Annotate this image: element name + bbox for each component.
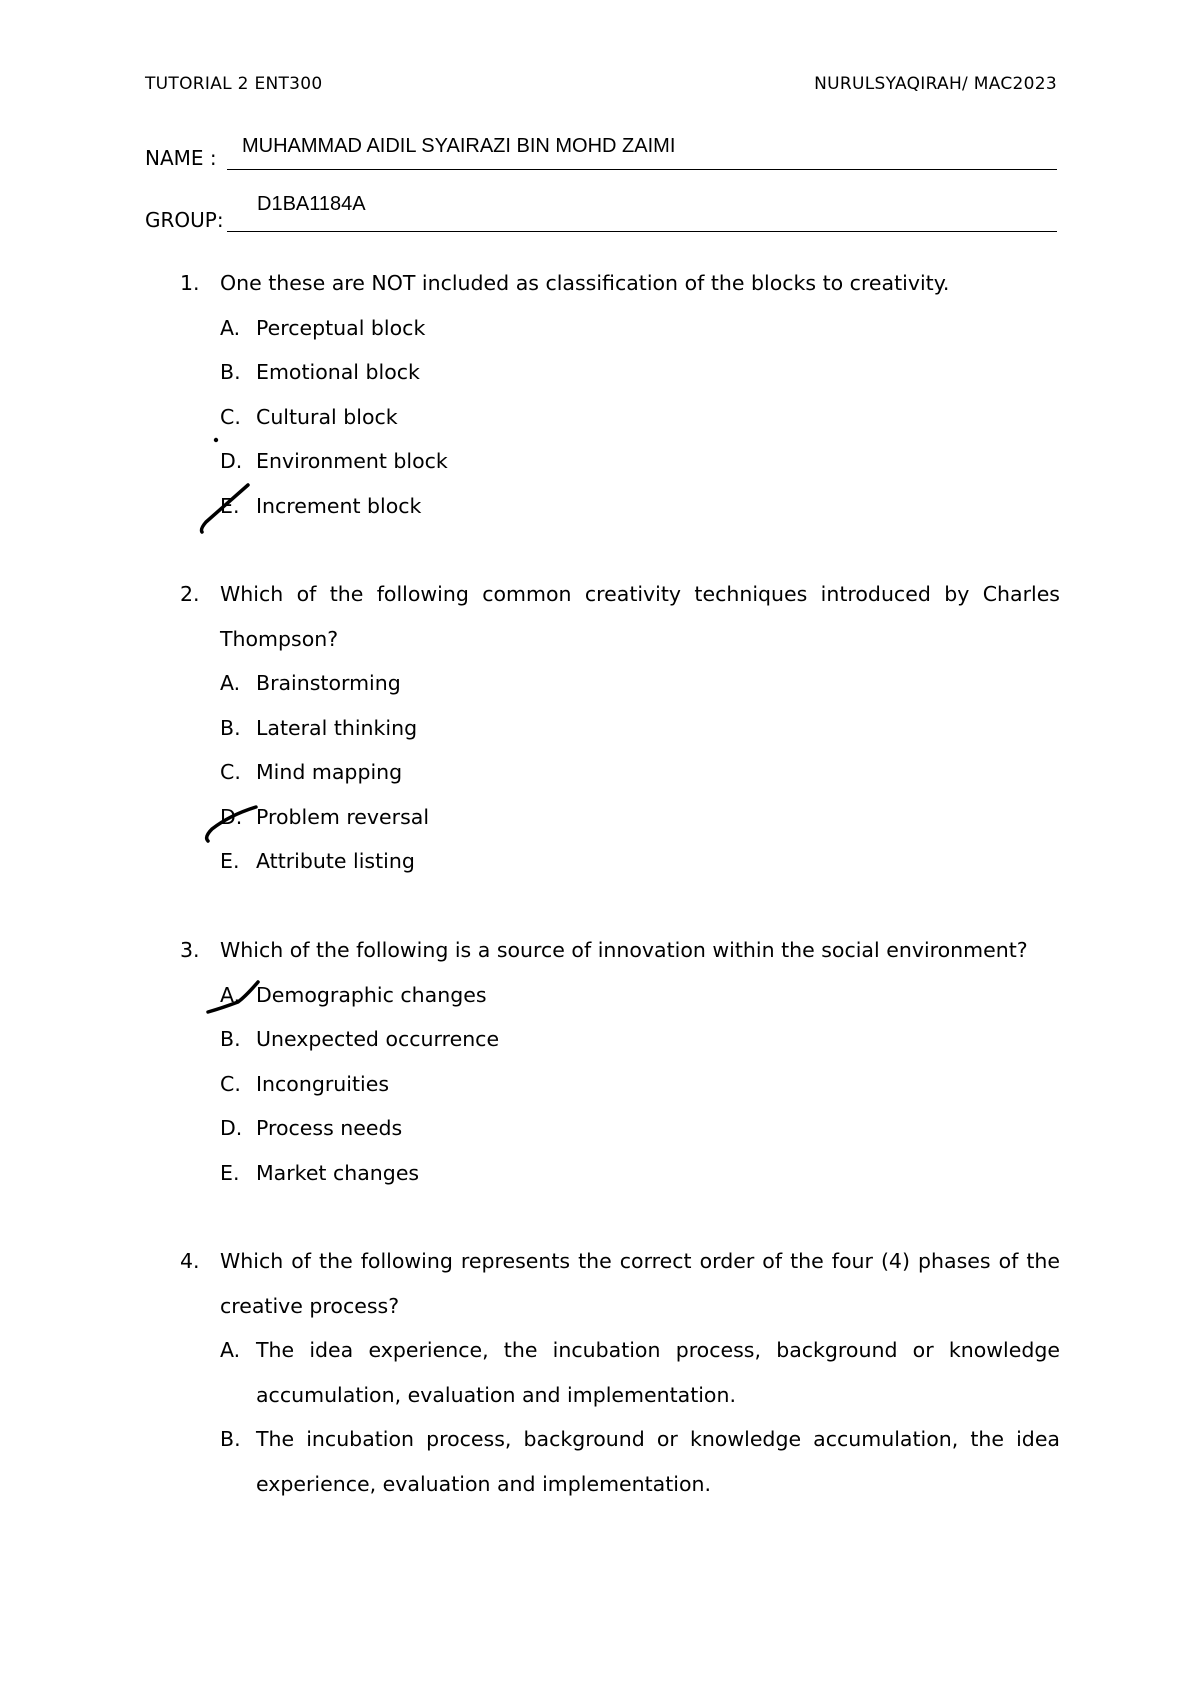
option-item: [220, 1062, 1060, 1107]
question-2: [180, 572, 1060, 884]
option-text: Demographic changes: [256, 982, 487, 1007]
option-letter: C.: [220, 404, 241, 429]
option-text: Environment block: [256, 449, 448, 473]
option-item: [220, 306, 1060, 351]
question-stem: Which of the following represents the correct order of the four (4) phases of the creative process?: [220, 1249, 1060, 1318]
option-item: [220, 395, 1060, 440]
question-1: [180, 261, 1060, 528]
option-text: The incubation process, background or knowledge accumulation, the idea experience, evaluation and implementation.: [256, 1427, 1060, 1496]
option-letter: B.: [220, 715, 241, 740]
group-label: GROUP:: [145, 208, 224, 232]
option-letter: E.: [220, 1160, 240, 1185]
option-text: Problem reversal: [256, 804, 430, 829]
option-item: [220, 795, 1060, 840]
option-item: [220, 439, 1060, 484]
name-label: NAME :: [145, 146, 217, 170]
option-item: [220, 839, 1060, 884]
group-underline: [227, 231, 1057, 232]
question-stem: One these are NOT included as classification of the blocks to creativity.: [220, 271, 950, 295]
option-item: [220, 750, 1060, 795]
option-text: Unexpected occurrence: [256, 1027, 500, 1051]
option-letter: D.: [220, 1116, 243, 1140]
option-text: Mind mapping: [256, 760, 403, 784]
option-item: [220, 973, 1060, 1018]
group-field: [145, 192, 1057, 232]
option-item: [220, 1106, 1060, 1151]
option-item: [220, 350, 1060, 395]
option-letter: B.: [220, 1427, 241, 1451]
option-text: The idea experience, the incubation process, background or knowledge accumulation, evaluation and implementation.: [256, 1338, 1060, 1407]
header-course: TUTORIAL 2 ENT300: [145, 74, 323, 94]
option-item: [220, 1328, 1060, 1417]
option-text: Incongruities: [256, 1071, 389, 1096]
option-item: [220, 661, 1060, 706]
option-text: Lateral thinking: [256, 715, 418, 740]
question-number: 3.: [180, 938, 200, 962]
question-number: 1.: [180, 271, 200, 295]
header-lecturer: NURULSYAQIRAH/ MAC2023: [814, 74, 1057, 94]
option-item: [220, 484, 1060, 529]
option-letter: A.: [220, 315, 241, 340]
option-item: [220, 1151, 1060, 1196]
option-letter: D.: [220, 804, 243, 829]
option-text: Cultural block: [256, 404, 398, 429]
option-list: [220, 1328, 1060, 1506]
option-letter: A.: [220, 1338, 241, 1362]
option-list: [220, 306, 1060, 529]
option-text: Market changes: [256, 1160, 420, 1185]
question-stem: Which of the following common creativity techniques introduced by Charles Thompson?: [220, 582, 1060, 651]
question-number: 4.: [180, 1249, 200, 1273]
name-field: [145, 130, 1057, 170]
option-letter: B.: [220, 360, 241, 384]
option-letter: D.: [220, 449, 243, 473]
option-letter: E.: [220, 849, 240, 873]
option-letter: A.: [220, 671, 241, 695]
option-letter: C.: [220, 760, 241, 784]
question-number: 2.: [180, 582, 200, 606]
name-underline: [227, 169, 1057, 170]
option-item: [220, 1417, 1060, 1506]
question-stem: Which of the following is a source of innovation within the social environment?: [220, 938, 1028, 962]
option-text: Increment block: [256, 493, 422, 518]
option-text: Process needs: [256, 1116, 403, 1140]
option-letter: E.: [220, 493, 240, 518]
option-item: [220, 706, 1060, 751]
option-letter: C.: [220, 1071, 241, 1096]
option-letter: A.: [220, 982, 241, 1007]
question-4: [180, 1239, 1060, 1506]
name-value: MUHAMMAD AIDIL SYAIRAZI BIN MOHD ZAIMI: [242, 135, 676, 157]
option-item: [220, 1017, 1060, 1062]
option-list: [220, 661, 1060, 884]
option-list: [220, 973, 1060, 1196]
option-text: Emotional block: [256, 360, 420, 384]
option-letter: B.: [220, 1027, 241, 1051]
group-value: D1BA1184A: [257, 193, 366, 215]
question-3: [180, 928, 1060, 1195]
option-text: Attribute listing: [256, 849, 415, 873]
option-text: Brainstorming: [256, 671, 401, 695]
option-text: Perceptual block: [256, 315, 426, 340]
